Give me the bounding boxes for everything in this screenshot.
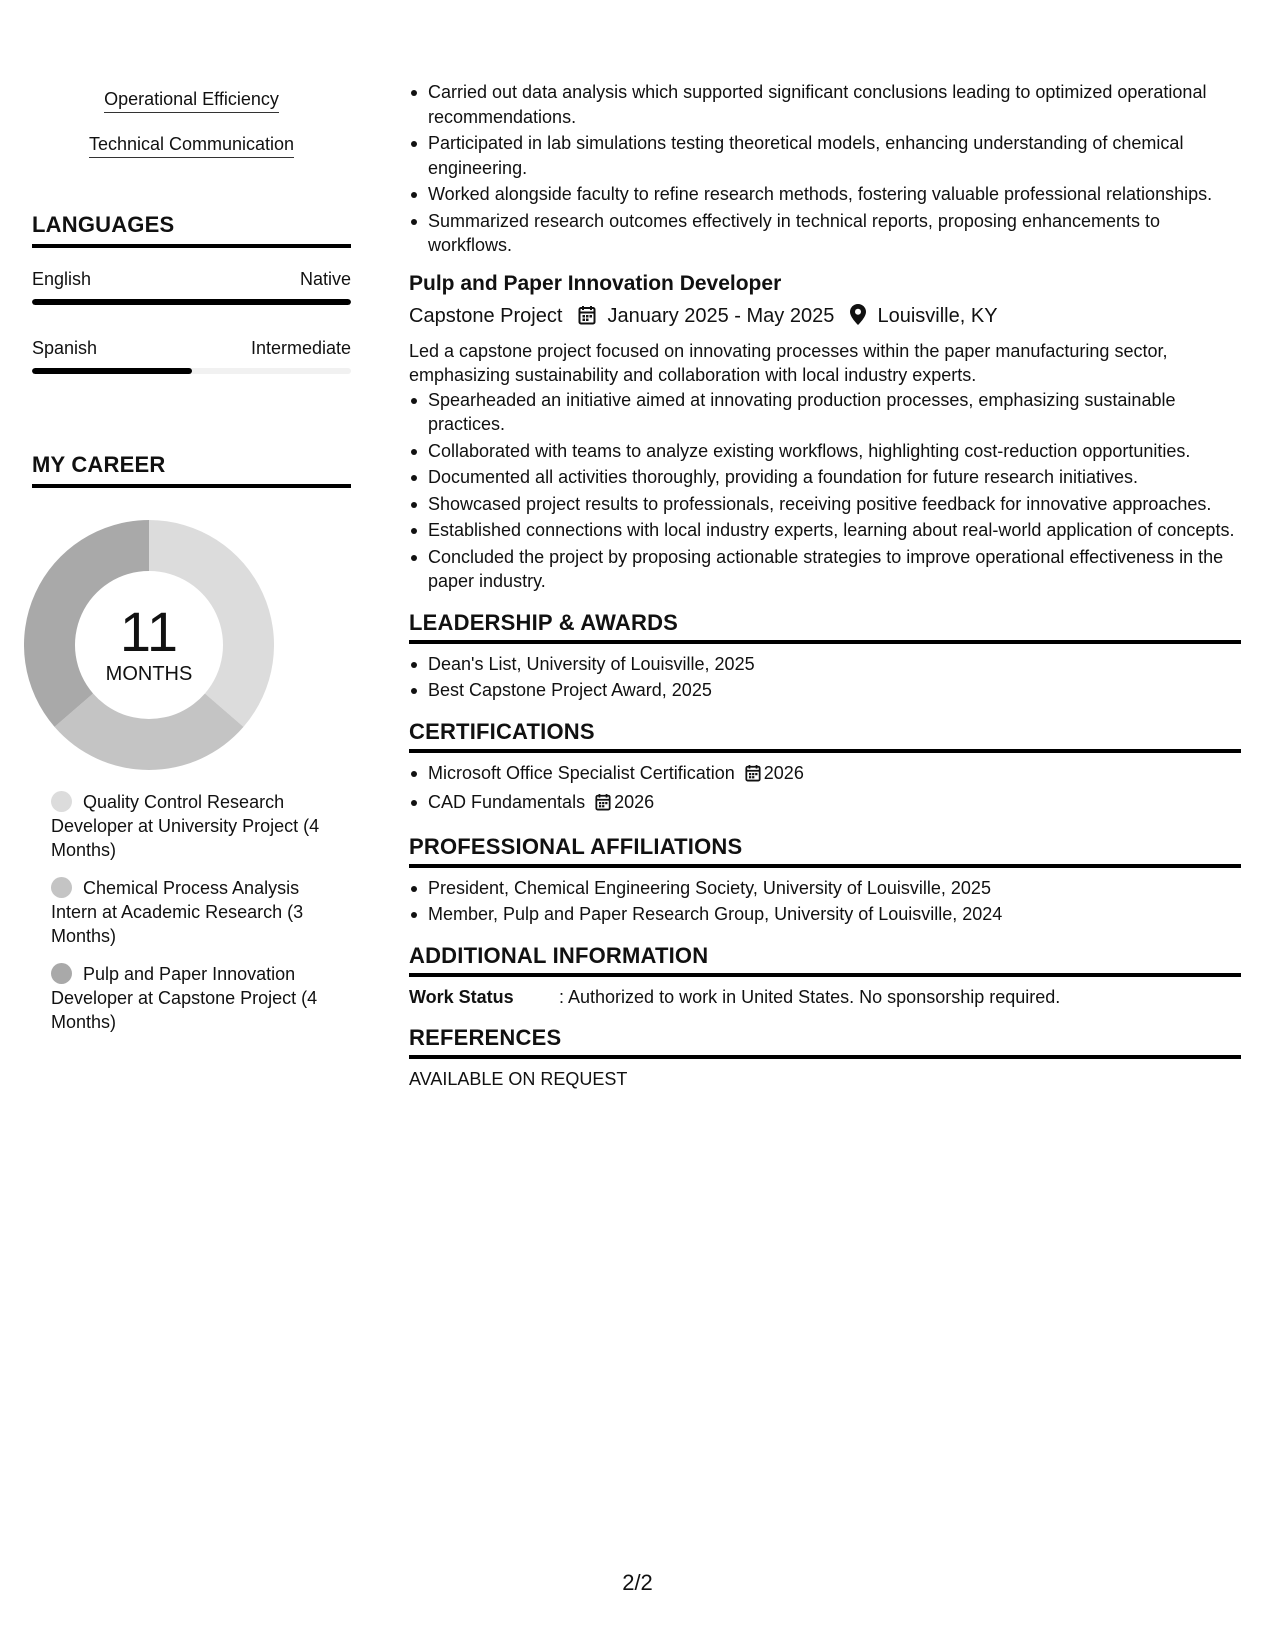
donut-segment [55,693,244,770]
work-status-value: : Authorized to work in United States. No sponsorship required. [559,986,1061,1007]
legend-dot [51,791,72,812]
skill-label: Operational Efficiency [104,89,279,113]
career-total-value: 11 [119,600,179,663]
career-total-unit: MONTHS [105,663,193,685]
job-title: Pulp and Paper Innovation Developer [409,271,782,295]
job-description: Led a capstone project focused on innovating processes within the paper manufacturing sector, emphasizing sustainability and collaboration with local industry experts. [409,340,1168,385]
list-item: President, Chemical Engineering Society, University of Louisville, 2025 [409,876,1241,901]
list-item [409,790,1241,818]
affiliations-list [409,876,1241,927]
affiliations-heading: PROFESSIONAL AFFILIATIONS [409,834,1241,868]
main-content [409,80,1241,1091]
languages-heading: LANGUAGES [32,212,351,248]
work-status-row [409,985,1241,1009]
language-level: Native [299,269,351,289]
career-legend-item [51,790,341,862]
additional-info-heading: ADDITIONAL INFORMATION [409,943,1241,977]
certification-name: Microsoft Office Specialist Certification [428,762,735,783]
language-proficiency-bar [32,368,351,374]
certification-year: 2026 [763,762,804,783]
career-legend-item [51,876,341,948]
language-name: English [32,269,92,289]
donut-segment [24,520,149,727]
skill-tag [32,88,351,110]
language-name: Spanish [32,338,98,358]
job-company: Capstone Project [409,304,563,327]
leadership-heading: LEADERSHIP & AWARDS [409,610,1241,644]
experience-continued-list [409,80,1241,258]
legend-label: Quality Control Research Developer at University Project (4 Months) [51,792,320,860]
list-item: Established connections with local industry experts, learning about real-world application of concepts. [409,518,1241,543]
job-entry [409,270,1241,594]
list-item: Dean's List, University of Louisville, 2025 [409,652,1241,677]
career-heading: MY CAREER [32,452,351,488]
legend-dot [51,963,72,984]
skill-label: Technical Communication [89,134,294,158]
work-status-label: Work Status [409,986,514,1007]
skill-tag [32,133,351,155]
certifications-heading: CERTIFICATIONS [409,719,1241,753]
calendar-icon [578,305,596,333]
list-item: Concluded the project by proposing actionable strategies to improve operational effectiveness in the paper industry. [409,545,1241,594]
job-dates: January 2025 - May 2025 [607,304,835,327]
career-legend-item [51,962,341,1034]
calendar-icon [745,764,761,789]
list-item: Worked alongside faculty to refine research methods, fostering valuable professional relationships. [409,182,1241,207]
list-item [409,761,1241,789]
donut-segment [149,520,274,727]
job-bullets [409,388,1241,594]
job-location: Louisville, KY [877,304,998,327]
job-meta [409,302,1241,333]
proficiency-fill [32,299,351,305]
list-item: Collaborated with teams to analyze existing workflows, highlighting cost-reduction opportunities. [409,439,1241,464]
list-item: Participated in lab simulations testing theoretical models, enhancing understanding of chemical engineering. [409,131,1241,180]
location-pin-icon [850,304,866,333]
list-item: Member, Pulp and Paper Research Group, University of Louisville, 2024 [409,902,1241,927]
list-item: Summarized research outcomes effectively in technical reports, proposing enhancements to workflows. [409,209,1241,258]
certification-year: 2026 [614,792,655,812]
list-item: Carried out data analysis which supported significant conclusions leading to optimized operational recommendations. [409,80,1241,129]
page-number: 2/2 [622,1570,653,1595]
references-text: AVAILABLE ON REQUEST [409,1068,628,1089]
list-item: Documented all activities thoroughly, providing a foundation for future research initiatives. [409,465,1241,490]
proficiency-fill [32,368,192,374]
certification-name: CAD Fundamentals [428,792,586,812]
legend-dot [51,877,72,898]
list-item: Showcased project results to professionals, receiving positive feedback for innovative approaches. [409,492,1241,517]
legend-label: Chemical Process Analysis Intern at Academic Research (3 Months) [51,878,304,946]
language-level: Intermediate [250,338,351,358]
calendar-icon [595,793,611,818]
references-heading: REFERENCES [409,1025,1241,1059]
career-donut-chart [24,520,274,770]
certifications-list [409,761,1241,818]
list-item: Best Capstone Project Award, 2025 [409,678,1241,703]
list-item: Spearheaded an initiative aimed at innovating production processes, emphasizing sustainable practices. [409,388,1241,437]
legend-label: Pulp and Paper Innovation Developer at Capstone Project (4 Months) [51,964,318,1032]
leadership-list [409,652,1241,703]
language-proficiency-bar [32,299,351,305]
